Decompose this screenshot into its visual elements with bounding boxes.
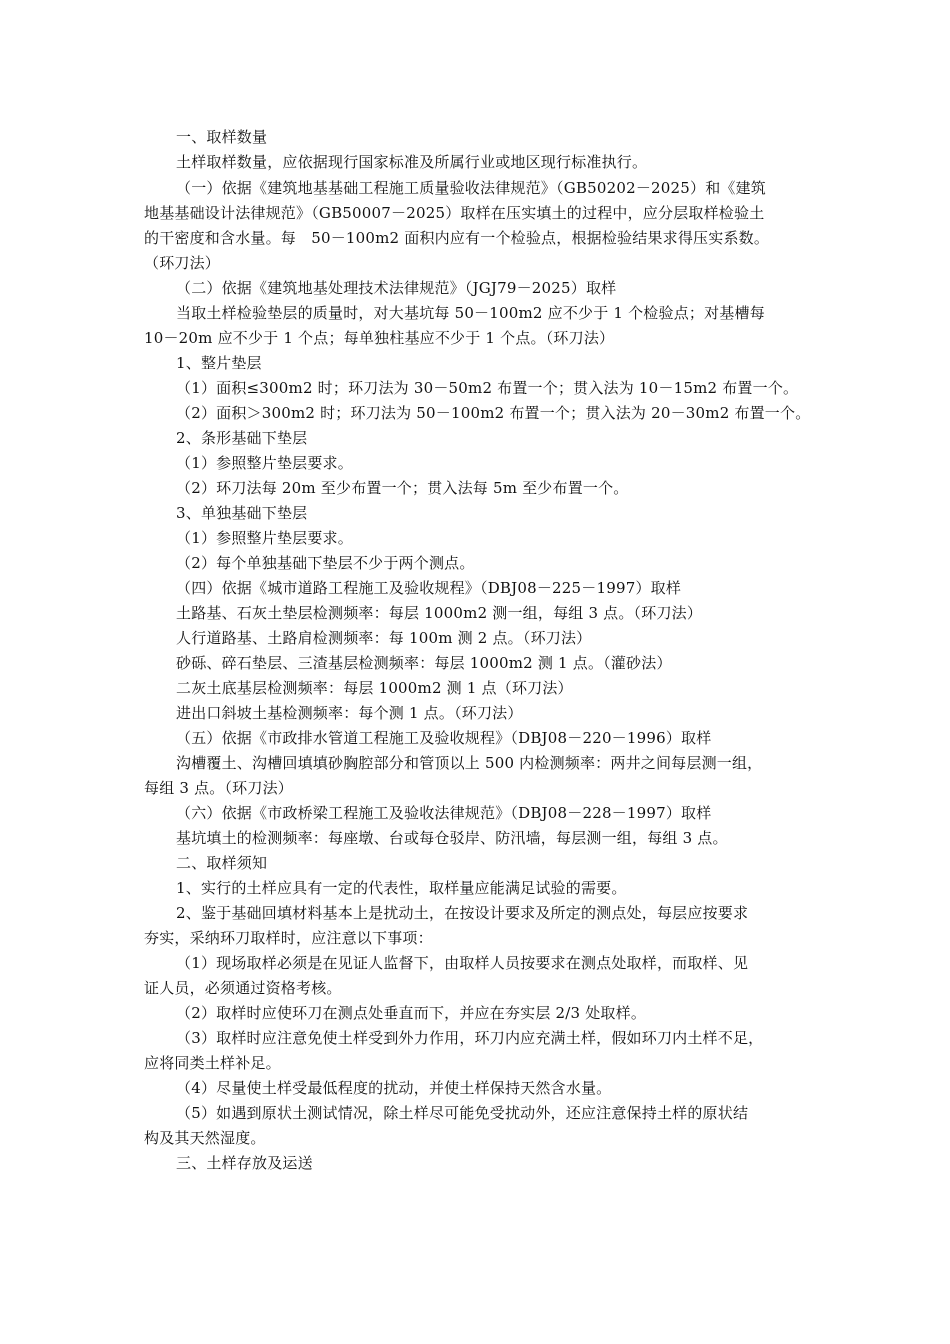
paragraph-line: 基坑填土的检测频率：每座墩、台或每仓驳岸、防汛墙，每层测一组，每组 3 点。 bbox=[176, 829, 728, 847]
paragraph-line: 砂砾、碎石垫层、三渣基层检测频率：每层 1000m2 测 1 点。（灌砂法） bbox=[176, 654, 672, 672]
paragraph-line: 进出口斜坡土基检测频率：每个测 1 点。（环刀法） bbox=[176, 704, 523, 722]
section-heading: 二、取样须知 bbox=[176, 854, 268, 872]
paragraph-line: 2、鉴于基础回填材料基本上是扰动土，在按设计要求及所定的测点处，每层应按要求 bbox=[176, 904, 749, 922]
paragraph-line: （一）依据《建筑地基基础工程施工质量验收法律规范》（GB50202－2025）和《建筑 bbox=[176, 179, 766, 197]
paragraph-line: 人行道路基、土路肩检测频率：每 100m 测 2 点。（环刀法） bbox=[176, 629, 592, 647]
paragraph-line: （六）依据《市政桥梁工程施工及验收法律规范》（DBJ08－228－1997）取样 bbox=[176, 804, 712, 822]
paragraph-line: （1）现场取样必须是在见证人监督下，由取样人员按要求在测点处取样，而取样、见 bbox=[176, 954, 749, 972]
paragraph-line: 10－20m 应不少于 1 个点；每单独柱基应不少于 1 个点。（环刀法） bbox=[144, 329, 615, 347]
paragraph-line: 土样取样数量，应依据现行国家标准及所属行业或地区现行标准执行。 bbox=[176, 153, 648, 171]
paragraph-line: （2）取样时应使环刀在测点处垂直而下，并应在夯实层 2/3 处取样。 bbox=[176, 1004, 647, 1022]
paragraph-line: 构及其天然湿度。 bbox=[144, 1129, 266, 1147]
paragraph-line: 的干密度和含水量。每 50－100m2 面积内应有一个检验点，根据检验结果求得压实系数。 bbox=[144, 229, 770, 247]
paragraph-line: （1）参照整片垫层要求。 bbox=[176, 454, 353, 472]
paragraph-line: （四）依据《城市道路工程施工及验收规程》（DBJ08－225－1997）取样 bbox=[176, 579, 682, 597]
paragraph-line: 每组 3 点。（环刀法） bbox=[144, 779, 293, 797]
paragraph-line: （5）如遇到原状土测试情况，除土样尽可能免受扰动外，还应注意保持土样的原状结 bbox=[176, 1104, 749, 1122]
subsection-heading: 1、整片垫层 bbox=[176, 354, 262, 372]
paragraph-line: （1）面积≤300m2 时；环刀法为 30－50m2 布置一个；贯入法为 10－15m2 布置一个。 bbox=[176, 379, 799, 397]
paragraph-line: 夯实，采纳环刀取样时，应注意以下事项： bbox=[144, 929, 433, 947]
paragraph-line: （环刀法） bbox=[144, 254, 221, 272]
paragraph-line: 应将同类土样补足。 bbox=[144, 1054, 281, 1072]
paragraph-line: （2）环刀法每 20m 至少布置一个；贯入法每 5m 至少布置一个。 bbox=[176, 479, 629, 497]
paragraph-line: 土路基、石灰土垫层检测频率：每层 1000m2 测一组，每组 3 点。（环刀法） bbox=[176, 604, 703, 622]
paragraph-line: （2）每个单独基础下垫层不少于两个测点。 bbox=[176, 554, 475, 572]
subsection-heading: 3、单独基础下垫层 bbox=[176, 504, 308, 522]
paragraph-line: 证人员，必须通过资格考核。 bbox=[144, 979, 342, 997]
paragraph-line: 当取土样检验垫层的质量时，对大基坑每 50－100m2 应不少于 1 个检验点；对基槽每 bbox=[176, 304, 765, 322]
paragraph-line: （五）依据《市政排水管道工程施工及验收规程》（DBJ08－220－1996）取样 bbox=[176, 729, 712, 747]
subsection-heading: 2、条形基础下垫层 bbox=[176, 429, 308, 447]
paragraph-line: （3）取样时应注意免使土样受到外力作用，环刀内应充满土样，假如环刀内土样不足， bbox=[176, 1029, 764, 1047]
section-heading: 三、土样存放及运送 bbox=[176, 1154, 313, 1172]
paragraph-line: 二灰土底基层检测频率：每层 1000m2 测 1 点（环刀法） bbox=[176, 679, 573, 697]
paragraph-line: （4）尽量使土样受最低程度的扰动，并使土样保持天然含水量。 bbox=[176, 1079, 612, 1097]
paragraph-line: （1）参照整片垫层要求。 bbox=[176, 529, 353, 547]
paragraph-line: 沟槽覆土、沟槽回填填砂胸腔部分和管顶以上 500 内检测频率：两井之间每层测一组， bbox=[176, 754, 763, 772]
section-heading: 一、取样数量 bbox=[176, 128, 268, 146]
paragraph-line: 1、实行的土样应具有一定的代表性，取样量应能满足试验的需要。 bbox=[176, 879, 627, 897]
paragraph-line: （二）依据《建筑地基处理技术法律规范》（JGJ79－2025）取样 bbox=[176, 279, 617, 297]
paragraph-line: 地基基础设计法律规范》（GB50007－2025）取样在压实填土的过程中，应分层取样检验土 bbox=[144, 204, 765, 222]
paragraph-line: （2）面积＞300m2 时；环刀法为 50－100m2 布置一个；贯入法为 20－30m2 布置一个。 bbox=[176, 404, 811, 422]
